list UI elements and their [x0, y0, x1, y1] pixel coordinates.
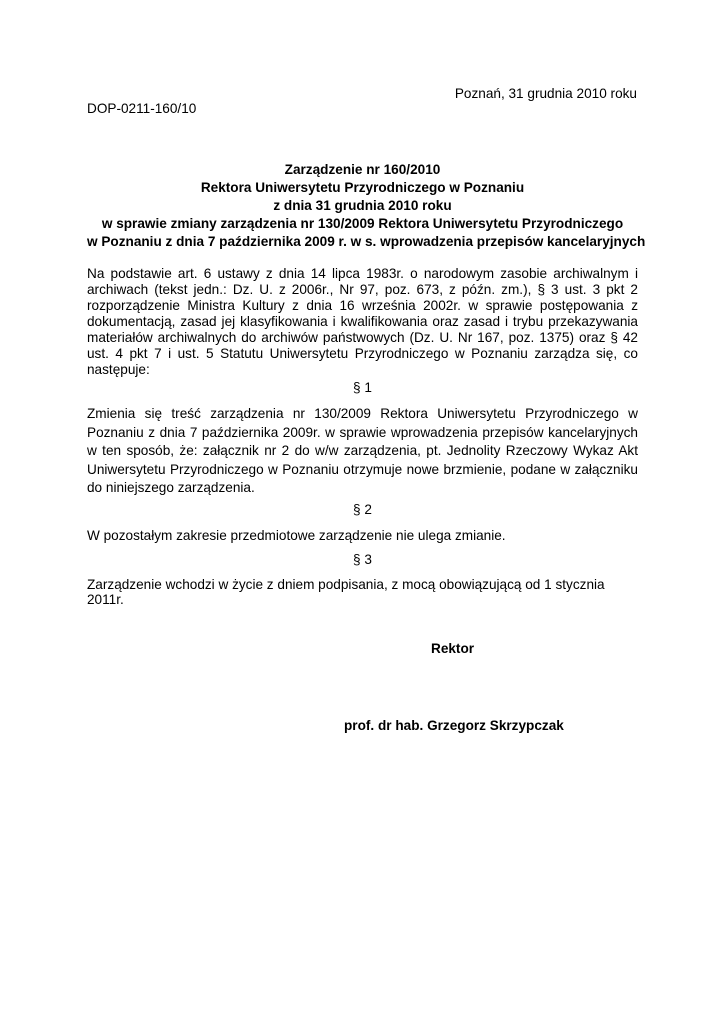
section-1-sign: § 1	[353, 380, 372, 395]
section-3-text: Zarządzenie wchodzi w życie z dniem podpisania, z mocą obowiązującą od 1 stycznia 2011r.	[87, 577, 605, 607]
place-date: Poznań, 31 grudnia 2010 roku	[454, 86, 637, 101]
section-2-sign: § 2	[353, 502, 372, 517]
section-2-text: W pozostałym zakresie przedmiotowe zarządzenie nie ulega zmianie.	[87, 528, 506, 543]
legal-basis-paragraph: Na podstawie art. 6 ustawy z dnia 14 lipca 1983r. o narodowym zasobie archiwalnym i archiwach (tekst jedn.: Dz. U. z 2006r., Nr 97, poz. 673, z późn. zm.), § 3 ust. 3 pkt 2 rozporządzenie Ministra Kultury z dnia 16 września 2002r. w sprawie postępowania z dokumentacją, zasad jej klasyfikowania i kwalifikowania oraz zasad i trybu przekazywania materiałów archiwalnych do archiwów państwowych (Dz. U. Nr 167, poz. 1375) oraz § 42 ust. 4 pkt 7 i ust. 5 Statutu Uniwersytetu Przyrodniczego w Poznaniu zarządza się, co następuje:	[87, 266, 638, 377]
signatory-name: prof. dr hab. Grzegorz Skrzypczak	[344, 718, 564, 733]
reference-number: DOP-0211-160/10	[87, 101, 197, 116]
title-line-3: z dnia 31 grudnia 2010 roku	[273, 198, 452, 213]
title-line-2: Rektora Uniwersytetu Przyrodniczego w Poznaniu	[200, 180, 525, 195]
signatory-role: Rektor	[431, 641, 475, 656]
section-3-sign: § 3	[353, 552, 372, 567]
title-line-5: w Poznaniu z dnia 7 października 2009 r. w s. wprowadzenia przepisów kancelaryjnych	[87, 234, 646, 249]
title-line-1: Zarządzenie nr 160/2010	[284, 162, 441, 177]
section-1-text: Zmienia się treść zarządzenia nr 130/2009 Rektora Uniwersytetu Przyrodniczego w Poznaniu z dnia 7 października 2009r. w sprawie wprowadzenia przepisów kancelaryjnych w ten sposób, że: załącznik nr 2 do w/w zarządzenia, pt. Jednolity Rzeczowy Wykaz Akt Uniwersytetu Przyrodniczego w Poznaniu otrzymuje nowe brzmienie, podane w załączniku do niniejszego zarządzenia.	[87, 406, 638, 495]
title-line-4: w sprawie zmiany zarządzenia nr 130/2009 Rektora Uniwersytetu Przyrodniczego	[101, 216, 624, 231]
document-title	[87, 161, 646, 251]
